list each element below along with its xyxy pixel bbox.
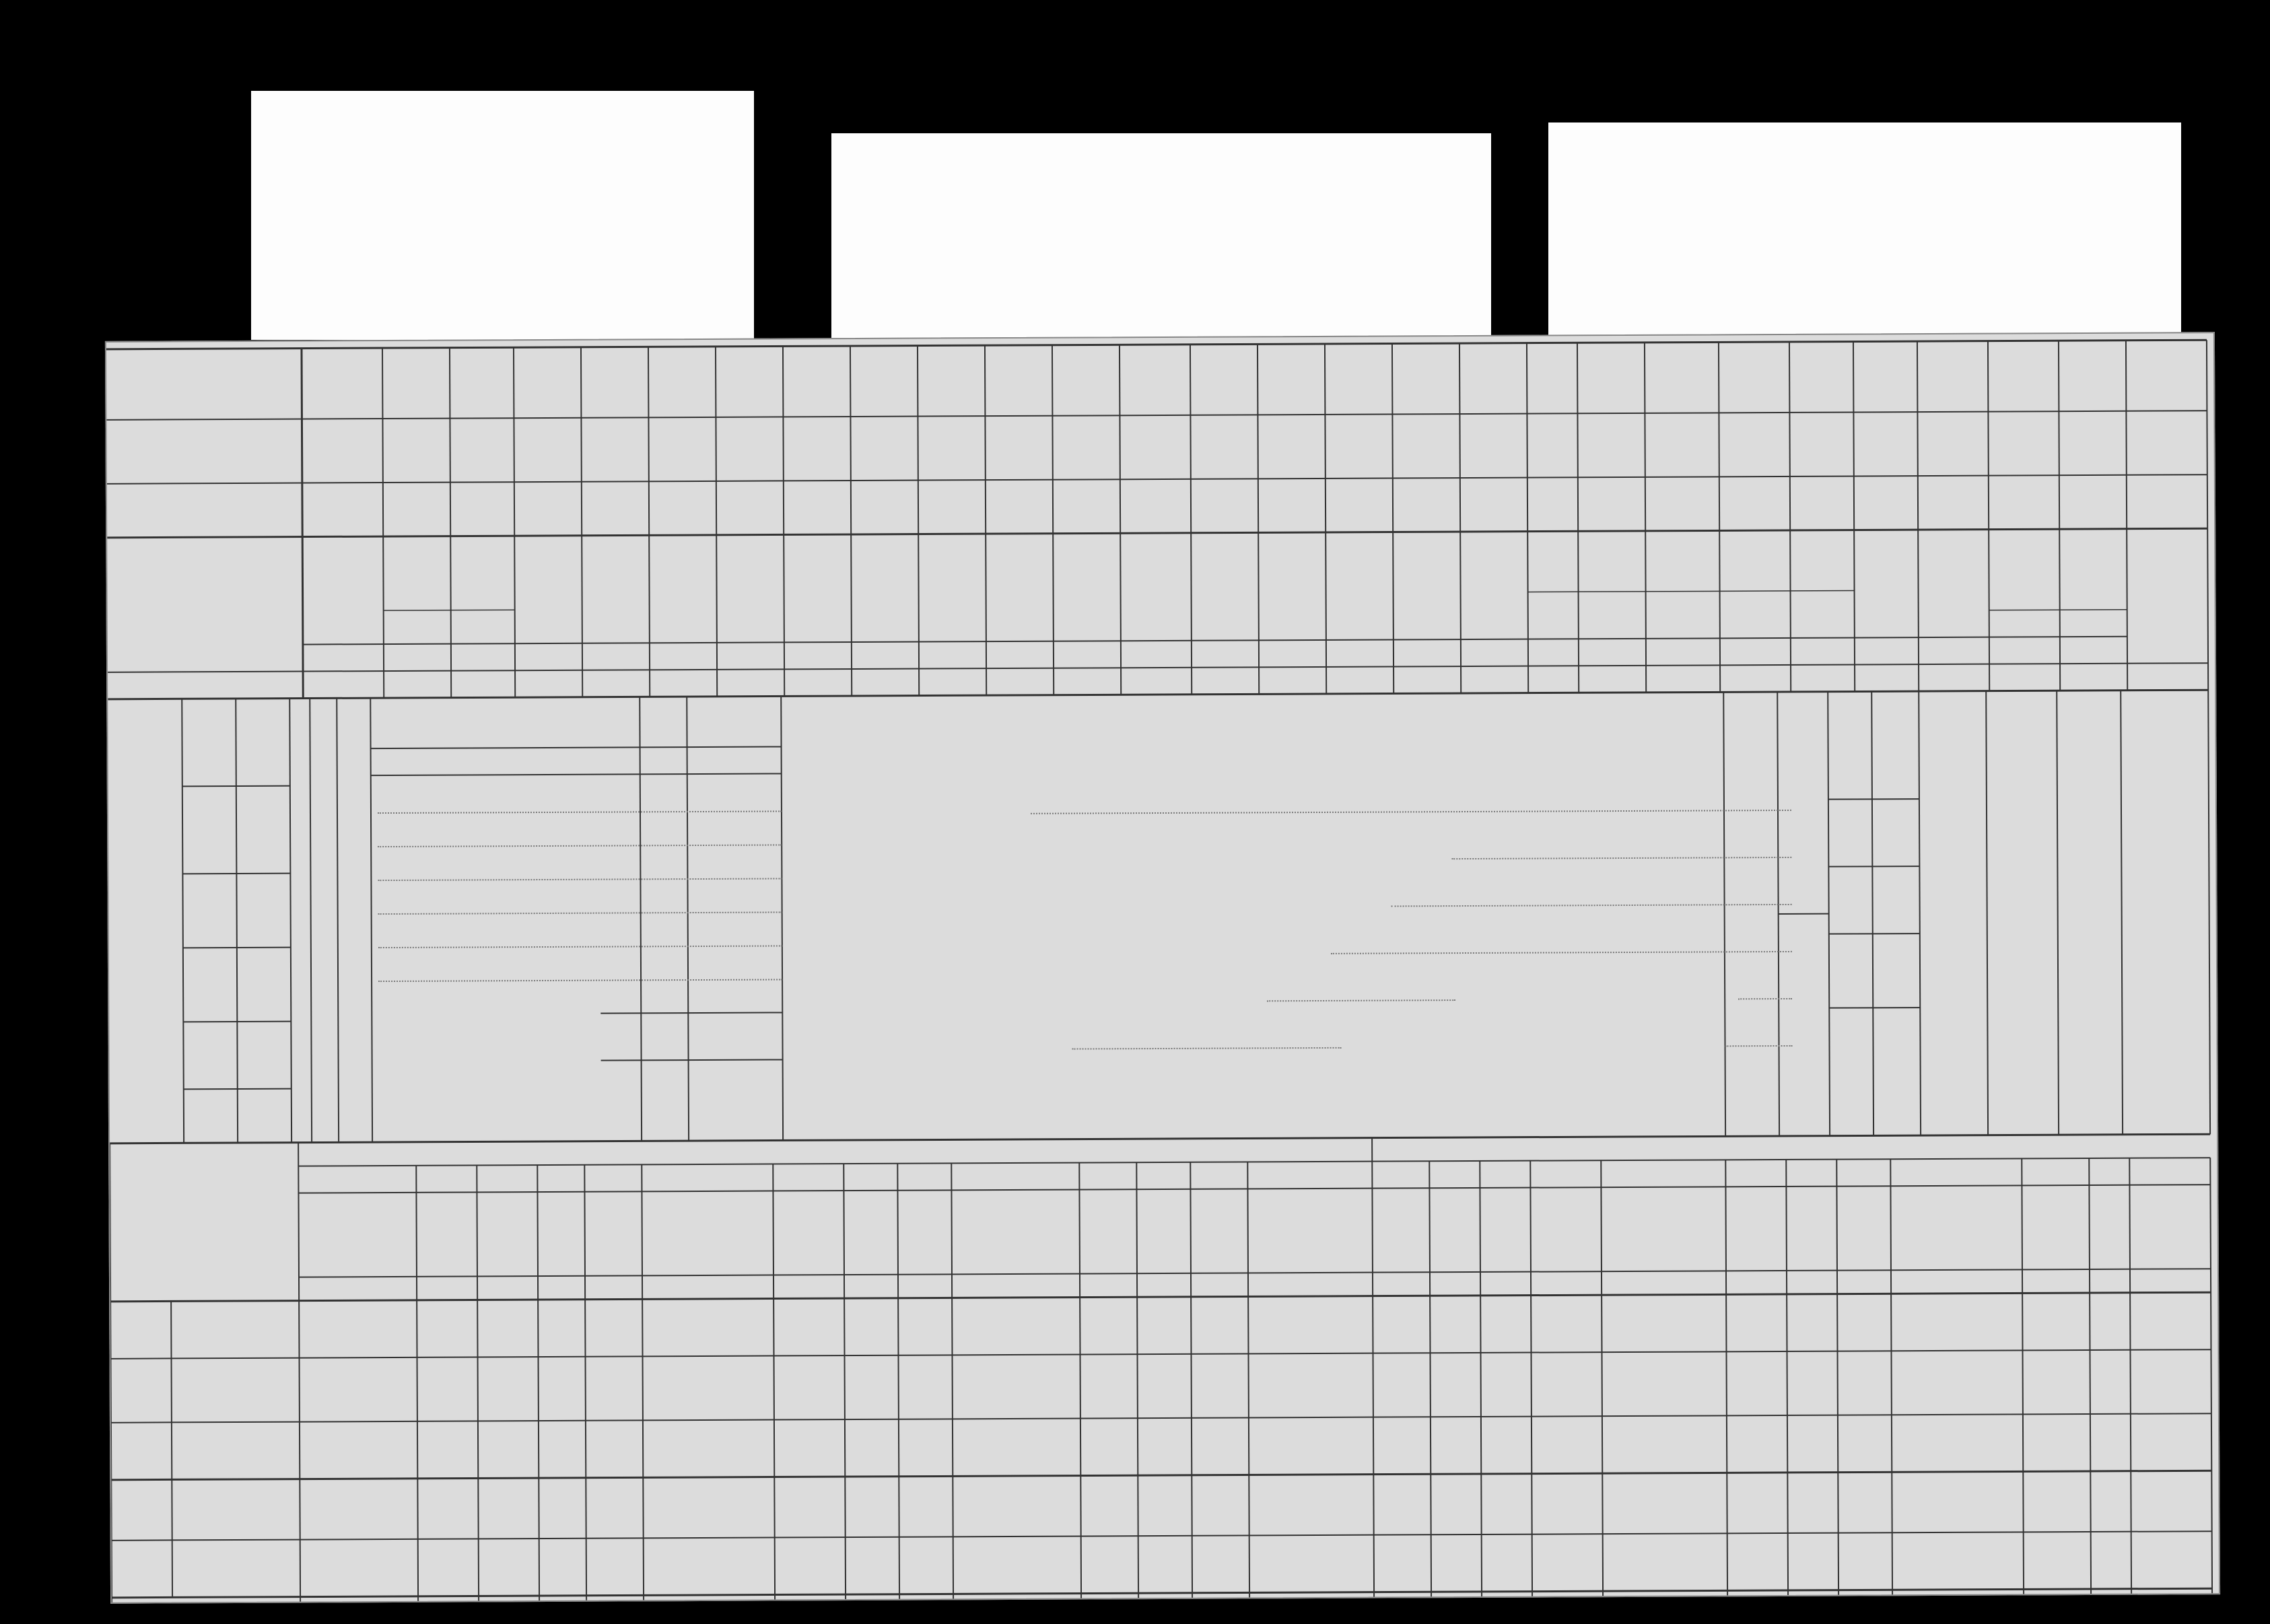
top-column-line [1577, 343, 1579, 693]
worker-families-header-bottom [1994, 1020, 2055, 1121]
grid-line [108, 663, 2208, 672]
top-column-line [1190, 345, 1192, 695]
hired-row-line [182, 786, 290, 787]
total-both-sexes [1831, 698, 1869, 799]
top-column-line [2126, 341, 2127, 691]
servant-families-header-top [2124, 697, 2152, 791]
crop-header-25 [1991, 534, 2057, 607]
crop-header-3 [517, 541, 580, 641]
crop-header-18 [1530, 536, 1575, 590]
grid-line [107, 474, 2207, 484]
population-number-135 [1876, 1014, 1913, 1068]
grid-line [108, 690, 2208, 699]
crop-header-16 [1396, 537, 1458, 637]
bottom-header-3 [540, 1197, 582, 1272]
middle-column-line [236, 699, 238, 1143]
bottom-header-6 [776, 1195, 841, 1271]
bottom-column-line [2022, 1158, 2024, 1602]
crop-header-20 [1648, 536, 1717, 590]
crop-header-23 [1857, 535, 1916, 635]
grid-line [171, 1301, 172, 1597]
top-column-line [716, 347, 717, 697]
bottom-column-line [584, 1165, 586, 1602]
bottom-column-line [1836, 1160, 1838, 1602]
top-column-line [2059, 341, 2060, 691]
crop-header-0 [305, 542, 381, 641]
top-column-line [1258, 344, 1259, 694]
crop-header-6 [719, 540, 782, 639]
top-column-line [1325, 344, 1326, 694]
worker-families-header-top [1993, 697, 2054, 791]
middle-column-line [781, 696, 783, 1140]
bottom-header-17 [1533, 1192, 1598, 1267]
crop-header-19 [1581, 536, 1643, 590]
servants-header-bottom [2061, 1020, 2119, 1121]
bottom-header-7 [846, 1195, 895, 1271]
top-column-line [1719, 342, 1720, 692]
bottom-header-8 [900, 1195, 949, 1270]
soiled-document-label [831, 133, 1491, 340]
hired-type-1 [240, 789, 287, 867]
middle-column-line [2121, 691, 2123, 1135]
bottom-column-line [537, 1165, 539, 1602]
faded-document-label [1548, 122, 2181, 340]
crop-header-5 [652, 540, 714, 640]
crop-header-14 [1261, 538, 1323, 637]
bottom-header-25 [2132, 1189, 2207, 1265]
bottom-header-1 [419, 1197, 474, 1272]
bottom-header-10 [1082, 1194, 1134, 1269]
grid-line [110, 1134, 2210, 1143]
middle-column-line [1986, 691, 1988, 1135]
hired-number-2 [199, 887, 226, 941]
bottom-column-line [477, 1165, 479, 1602]
middle-column-line [182, 699, 184, 1143]
bottom-header-23 [2024, 1190, 2086, 1265]
bottom-header-20 [1789, 1191, 1834, 1267]
bottom-column-line [773, 1164, 775, 1602]
men-label [1782, 921, 1823, 1035]
non-allotment-lands-group [121, 1425, 169, 1540]
top-column-line [918, 346, 919, 696]
bottom-column-line [298, 1143, 300, 1602]
crop-header-22 [1793, 536, 1852, 635]
hired-type-0 [239, 705, 287, 783]
top-column-line [302, 349, 303, 699]
population-number-137 [1876, 873, 1913, 927]
bottom-row-line [111, 1349, 2211, 1359]
bottom-header-19 [1728, 1191, 1783, 1267]
total-header-bottom [2156, 1020, 2207, 1121]
bottom-header-2 [479, 1197, 535, 1272]
population-number-136 [1876, 944, 1913, 997]
middle-column-line [310, 699, 312, 1143]
bottom-column-line [1601, 1160, 1603, 1602]
population-number-138 [1876, 802, 1913, 856]
bottom-column-line [1890, 1159, 1892, 1602]
crop-header-10 [988, 539, 1051, 639]
hired-workers-title [313, 705, 369, 1135]
bottom-header-11 [1139, 1194, 1188, 1269]
middle-column-line [289, 699, 291, 1143]
top-column-line [1789, 342, 1791, 692]
bottom-row-line [112, 1588, 2212, 1598]
top-column-line [1120, 345, 1121, 695]
crop-header-7 [786, 540, 849, 639]
top-column-line [985, 345, 986, 695]
bottom-column-line [642, 1164, 644, 1602]
population-subheader-3 [1832, 1014, 1869, 1082]
top-column-line [1853, 342, 1855, 692]
bottom-header-4 [587, 1196, 639, 1271]
hired-number-4 [201, 1055, 228, 1109]
middle-column-line [2057, 691, 2059, 1135]
bottom-column-line [416, 1166, 418, 1602]
population-subheader-1 [1832, 873, 1869, 940]
crop-header-24 [1921, 535, 1986, 608]
hired-number-3 [200, 971, 227, 1025]
workers-header-top [1922, 698, 1983, 792]
top-column-line [1392, 344, 1394, 694]
grid-line [106, 411, 2207, 420]
bottom-column-line [1429, 1161, 1431, 1602]
crop-header-4 [584, 540, 647, 640]
grid-line [601, 1059, 783, 1060]
servant-families-header-bottom [2125, 1020, 2153, 1121]
bottom-column-line [2129, 1158, 2131, 1602]
top-column-line [581, 347, 582, 697]
bottom-column-line [2210, 1158, 2212, 1602]
grid-line [110, 1292, 2211, 1302]
census-card-sheet [105, 332, 2220, 1604]
bottom-header-14 [1375, 1193, 1426, 1268]
crop-header-15 [1328, 538, 1391, 637]
bottom-row-line [111, 1413, 2211, 1423]
middle-column-line [370, 698, 372, 1142]
total-header-top [2154, 697, 2205, 791]
top-column-line [382, 348, 384, 698]
middle-column-line [1723, 692, 1725, 1136]
hired-row-line [184, 1089, 291, 1090]
top-column-line [1645, 343, 1646, 693]
crop-header-21 [1722, 536, 1787, 590]
population-subheader-2 [1832, 940, 1869, 1008]
top-column-line [850, 346, 852, 696]
crop-header-12 [1123, 538, 1189, 638]
grid-line [110, 1143, 112, 1602]
crop-header-13 [1194, 538, 1256, 637]
top-column-line [514, 347, 515, 697]
bottom-column-line [1530, 1161, 1532, 1602]
bottom-column-line [1725, 1160, 1727, 1602]
middle-column-line [1919, 691, 1921, 1135]
population-number-139 [1875, 732, 1912, 785]
bottom-row-line [112, 1531, 2212, 1541]
bottom-header-24 [2092, 1190, 2127, 1265]
workers-header-bottom [1923, 1021, 1985, 1122]
grid-line [371, 746, 782, 748]
crop-header-9 [921, 539, 984, 639]
bottom-column-line [1786, 1160, 1788, 1602]
middle-column-line [640, 697, 642, 1141]
crop-header-11 [1056, 538, 1118, 638]
bottom-column-line [1247, 1162, 1249, 1602]
population-subheader-0 [1832, 806, 1869, 873]
hired-number-0 [199, 719, 226, 773]
grid-line [600, 1012, 782, 1013]
bottom-header-15 [1432, 1193, 1477, 1268]
allotment-lands-group [121, 1304, 168, 1419]
top-column-line [1527, 343, 1528, 693]
present-population-title [1730, 699, 1773, 1129]
bottom-column-line [2089, 1158, 2091, 1602]
bottom-column-line [1372, 1138, 1374, 1602]
grid-line [371, 773, 782, 775]
top-column-line [1917, 341, 1919, 691]
grid-line [106, 340, 2207, 349]
bottom-header-12 [1193, 1193, 1245, 1269]
servants-header-top [2060, 697, 2118, 791]
crop-header-26 [2062, 534, 2205, 634]
women-label [1781, 803, 1822, 917]
top-column-line [648, 347, 650, 697]
top-column-line [1988, 341, 1989, 691]
top-column-line [1052, 345, 1054, 695]
bottom-header-16 [1482, 1193, 1527, 1268]
crop-header-8 [854, 540, 916, 639]
top-column-line [2207, 340, 2208, 690]
hired-type-3 [240, 958, 288, 1035]
top-column-line [783, 346, 784, 696]
middle-column-line [2208, 690, 2210, 1134]
top-column-line [1459, 343, 1461, 693]
hired-type-2 [240, 874, 287, 951]
middle-column-line [1871, 691, 1873, 1135]
bottom-column-line [1480, 1161, 1482, 1602]
top-column-line [450, 348, 451, 698]
bottom-column-line [844, 1164, 846, 1602]
middle-column-line [687, 697, 689, 1141]
crop-header-17 [1463, 537, 1525, 637]
bottom-header-21 [1839, 1191, 1888, 1266]
hired-number-1 [199, 803, 226, 857]
pencil-writing-label [251, 91, 754, 340]
bottom-row-line [111, 1471, 2211, 1480]
